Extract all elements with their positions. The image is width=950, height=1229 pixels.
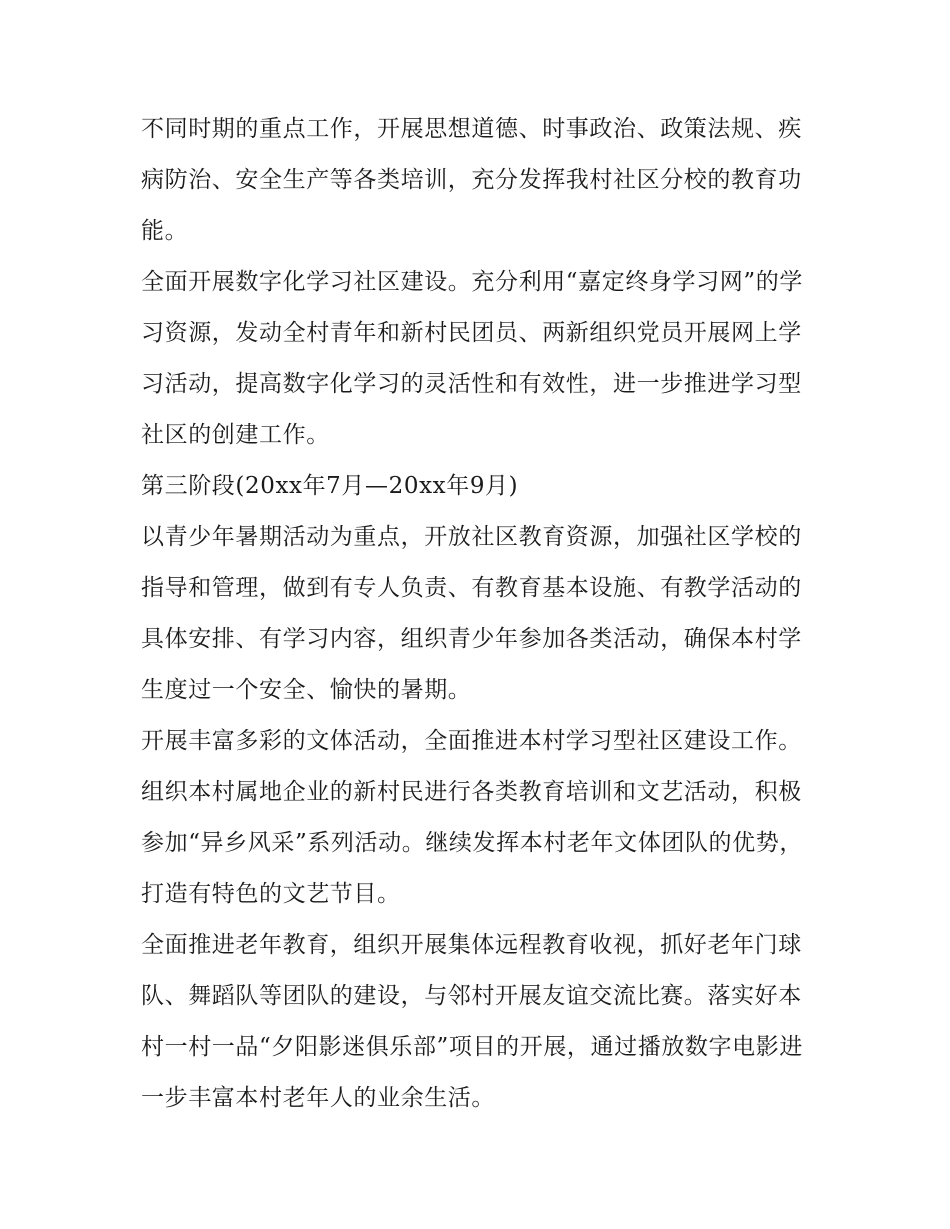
paragraph-training-functions: 不同时期的重点工作，开展思想道德、时事政治、政策法规、疾病防治、安全生产等各类培训，充分发挥我村社区分校的教育功能。: [141, 116, 802, 244]
paragraph-summer-activities: 以青少年暑期活动为重点，开放社区教育资源，加强社区学校的指导和管理，做到有专人负责、有教育基本设施、有教学活动的具体安排、有学习内容，组织青少年参加各类活动，确保本村学生度过一个安全、愉快的暑期。: [141, 524, 802, 703]
paragraph-cultural-activities: 开展丰富多彩的文体活动，全面推进本村学习型社区建设工作。组织本村属地企业的新村民进行各类教育培训和文艺活动，积极参加“异乡风采”系列活动。继续发挥本村老年文体团队的优势，打造有特色的文艺节目。: [141, 728, 803, 907]
paragraph-elderly-education: 全面推进老年教育，组织开展集体远程教育收视，抓好老年门球队、舞蹈队等团队的建设，与邻村开展友谊交流比赛。落实好本村一村一品“夕阳影迷俱乐部”项目的开展，通过播放数字电影进一步丰富本村老年人的业余生活。: [141, 932, 803, 1111]
document-body: [141, 104, 821, 1124]
section-heading-phase-three: 第三阶段(20xx年7月—20xx年9月): [141, 473, 519, 499]
paragraph-digital-learning: 全面开展数字化学习社区建设。充分利用“嘉定终身学习网”的学习资源，发动全村青年和新村民团员、两新组织党员开展网上学习活动，提高数字化学习的灵活性和有效性，进一步推进学习型社区的创建工作。: [141, 269, 803, 448]
